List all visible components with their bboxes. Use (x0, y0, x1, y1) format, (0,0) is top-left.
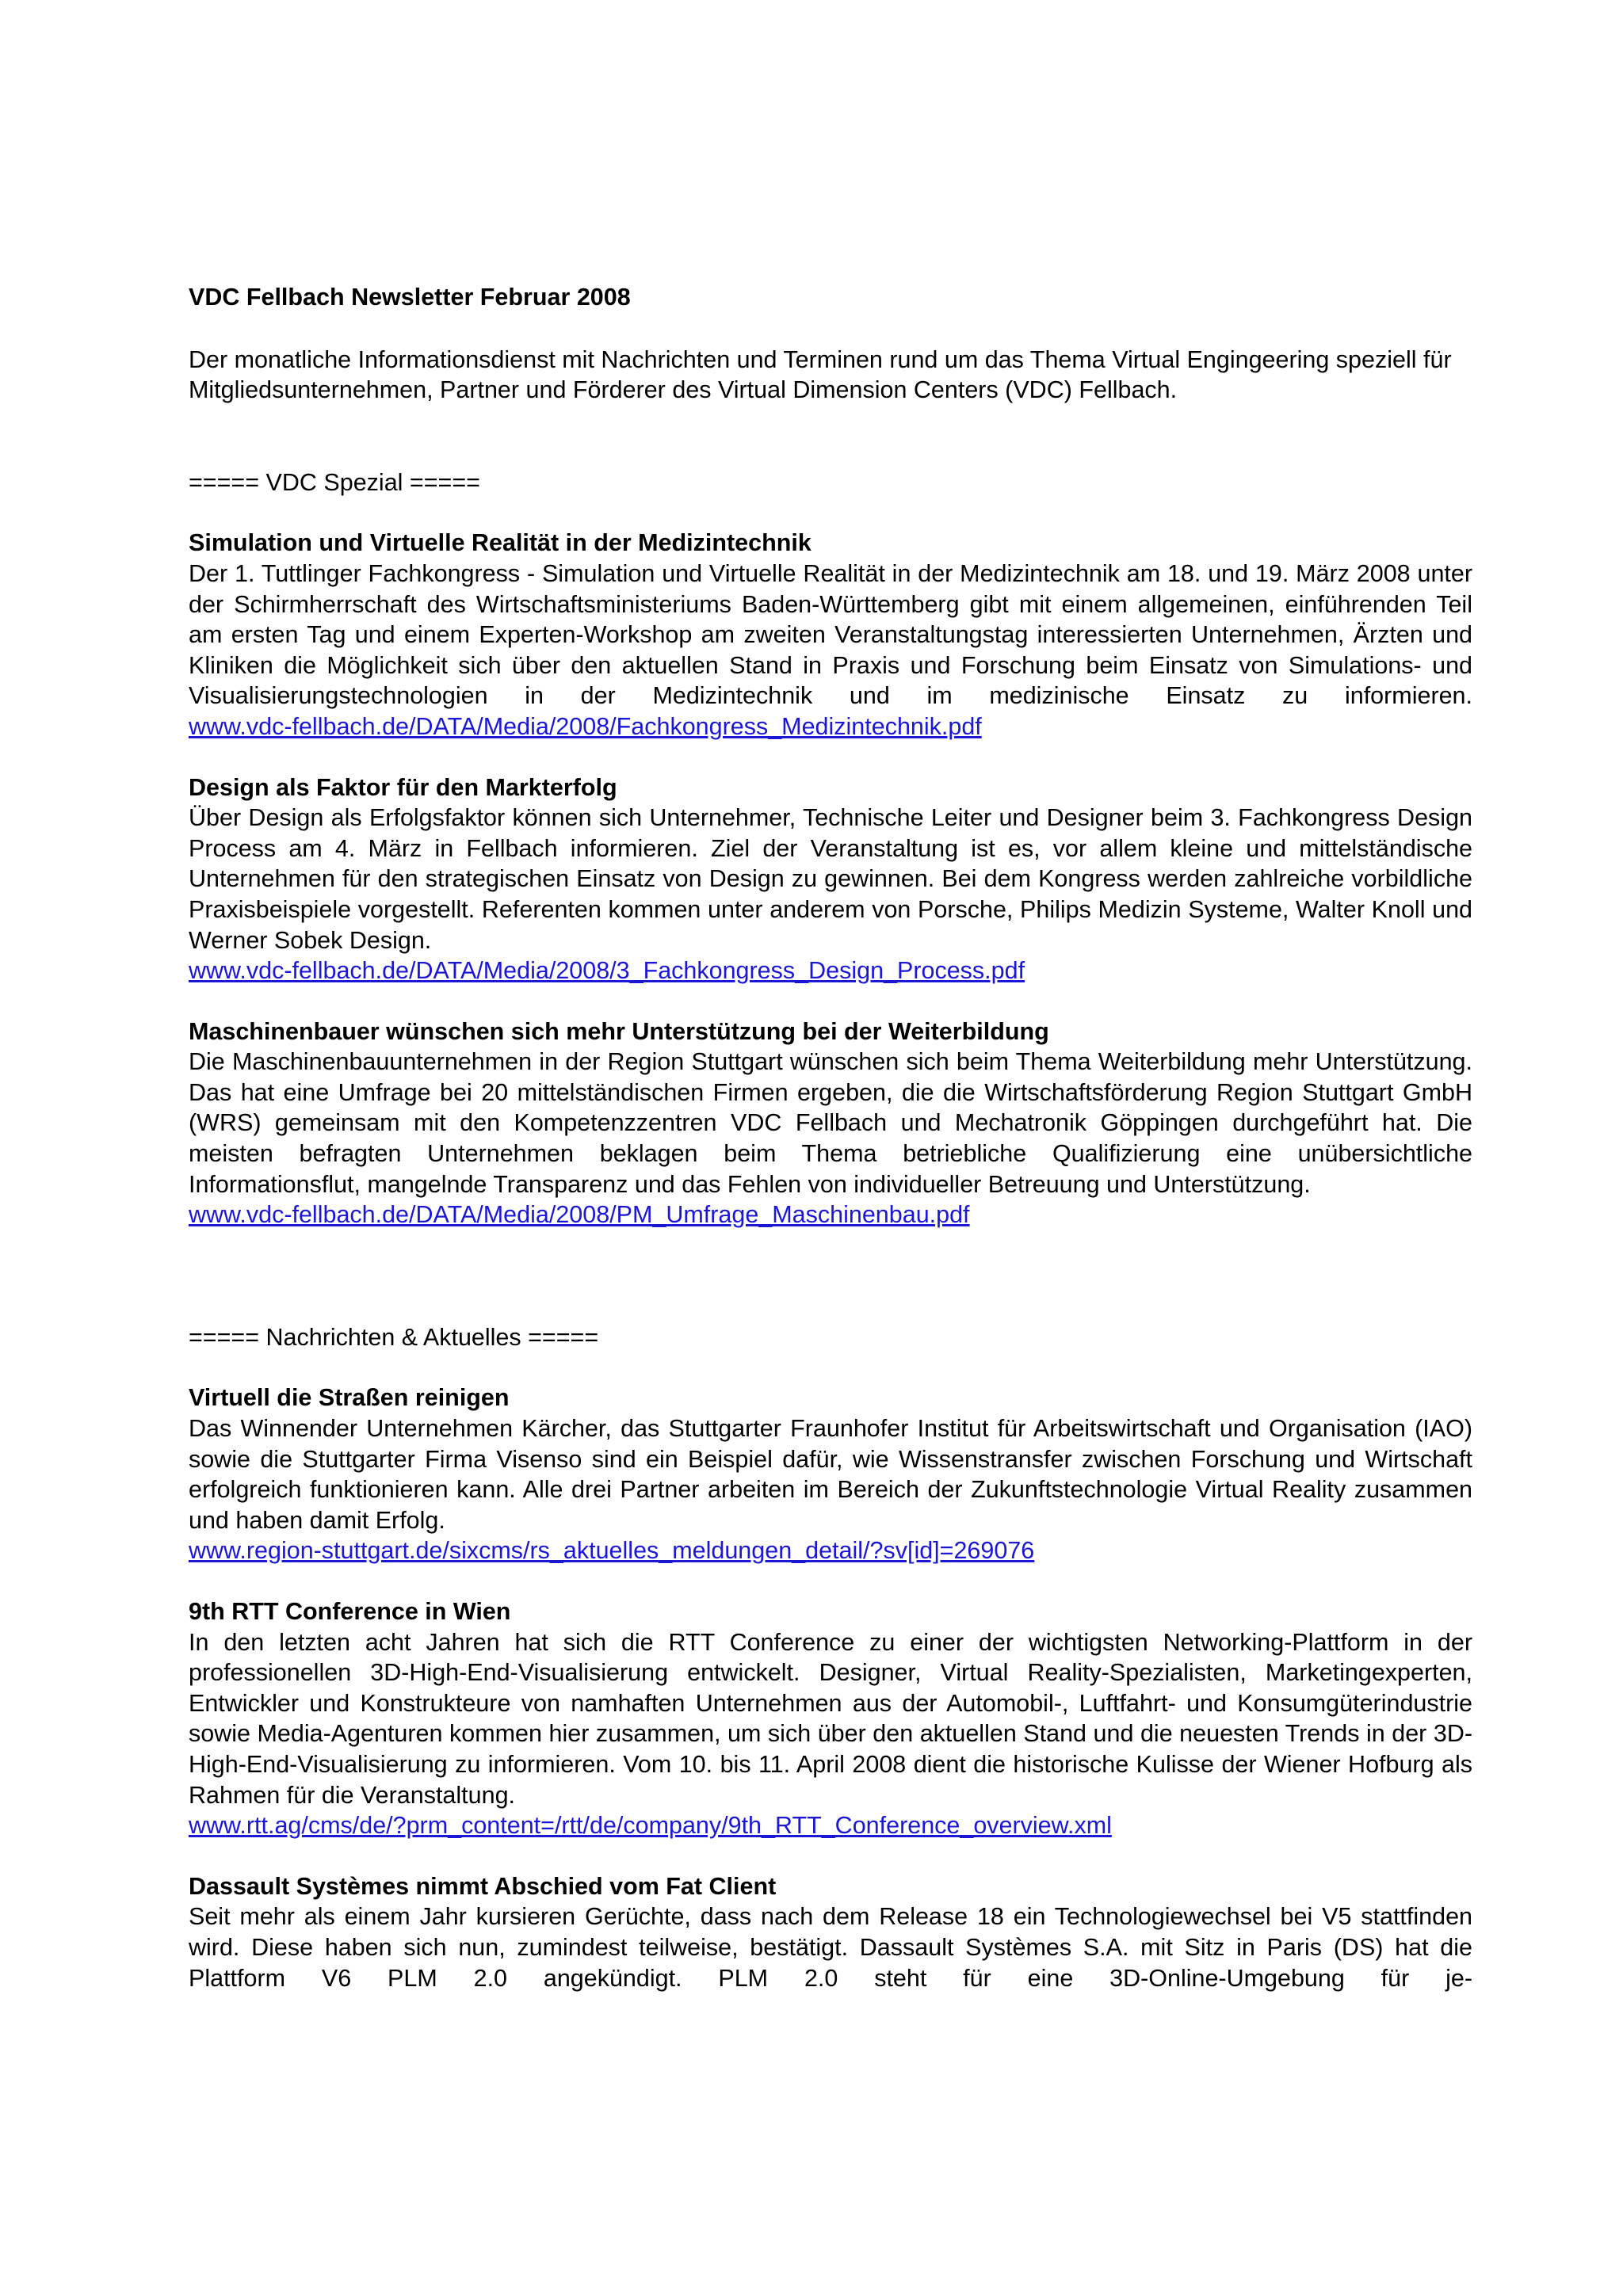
article-title: 9th RTT Conference in Wien (189, 1598, 511, 1625)
article-design-process (189, 772, 1472, 986)
article-strassen-reinigen (189, 1383, 1472, 1566)
article-dassault-systemes (189, 1871, 1472, 1993)
article-body: Seit mehr als einem Jahr kursieren Gerüchte, dass nach dem Release 18 ein Technologiewechsel bei V5 stattfinden wird. Diese haben sich nun, zumindest teilweise, bestätigt. Dassault Systèmes S.A. mit Sitz in Paris (DS) hat die Plattform V6 PLM 2.0 angekündigt. PLM 2.0 steht für eine 3D-Online-Umgebung für je- (189, 1903, 1472, 1992)
article-title: Design als Faktor für den Markterfolg (189, 773, 617, 801)
article-link[interactable]: www.region-stuttgart.de/sixcms/rs_aktuelles_meldungen_detail/?sv[id]=269076 (189, 1537, 1035, 1565)
article-maschinenbau (189, 1016, 1472, 1230)
article-title: Virtuell die Straßen reinigen (189, 1384, 510, 1412)
article-title: Maschinenbauer wünschen sich mehr Unterstützung bei der Weiterbildung (189, 1017, 1049, 1045)
article-link[interactable]: www.rtt.ag/cms/de/?prm_content=/rtt/de/company/9th_RTT_Conference_overview.xml (189, 1812, 1112, 1840)
newsletter-intro: Der monatliche Informationsdienst mit Nachrichten und Terminen rund um das Thema Virtual Engingeering speziell für Mitgliedsunternehmen, Partner und Förderer des Virtual Dimension Centers (VDC) Fellbach. (189, 345, 1452, 404)
article-body: Über Design als Erfolgsfaktor können sich Unternehmer, Technische Leiter und Designer beim 3. Fachkongress Design Process am 4. März in Fellbach informieren. Ziel der Veranstaltung ist es, vor allem kleine und mittelständische Unternehmen für den strategischen Einsatz von Design zu gewinnen. Bei dem Kongress werden zahlreiche vorbildliche Praxisbeispiele vorgestellt. Referenten kommen unter anderem von Porsche, Philips Medizin Systeme, Walter Knoll und Werner Sobek Design. (189, 804, 1472, 954)
article-link[interactable]: www.vdc-fellbach.de/DATA/Media/2008/PM_Umfrage_Maschinenbau.pdf (189, 1201, 970, 1229)
article-title: Dassault Systèmes nimmt Abschied vom Fat Client (189, 1872, 777, 1900)
article-link[interactable]: www.vdc-fellbach.de/DATA/Media/2008/3_Fachkongress_Design_Process.pdf (189, 957, 1025, 985)
article-body: Das Winnender Unternehmen Kärcher, das Stuttgarter Fraunhofer Institut für Arbeitswirtschaft und Organisation (IAO) sowie die Stuttgarter Firma Visenso sind ein Beispiel dafür, wie Wissenstransfer zwischen Forschung und Wirtschaft erfolgreich funktionieren kann. Alle drei Partner arbeiten im Bereich der Zukunftstechnologie Virtual Reality zusammen und haben damit Erfolg. (189, 1415, 1472, 1534)
article-body: Die Maschinenbauunternehmen in der Region Stuttgart wünschen sich beim Thema Weiterbildung mehr Unterstützung. Das hat eine Umfrage bei 20 mittelständischen Firmen ergeben, die die Wirtschaftsförderung Region Stuttgart GmbH (WRS) gemeinsam mit den Kompetenzzentren VDC Fellbach und Mechatronik Göppingen durchgeführt hat. Die meisten befragten Unternehmen beklagen beim Thema betriebliche Qualifizierung eine unübersichtliche Informationsflut, mangelnde Transparenz und das Fehlen von individueller Betreuung und Unterstützung. (189, 1048, 1472, 1198)
article-body: In den letzten acht Jahren hat sich die RTT Conference zu einer der wichtigsten Networking-Plattform in der professionellen 3D-High-End-Visualisierung entwickelt. Designer, Virtual Reality-Spezialisten, Marketingexperten, Entwickler und Konstrukteure von namhaften Unternehmen aus der Automobil-, Luftfahrt- und Konsumgüterindustrie sowie Media-Agenturen kommen hier zusammen, um sich über den aktuellen Stand und die neuesten Trends in der 3D-High-End-Visualisierung zu informieren. Vom 10. bis 11. April 2008 dient die historische Kulisse der Wiener Hofburg als Rahmen für die Veranstaltung. (189, 1628, 1472, 1809)
article-title: Simulation und Virtuelle Realität in der Medizintechnik (189, 529, 812, 557)
newsletter-title: VDC Fellbach Newsletter Februar 2008 (189, 284, 631, 311)
article-rtt-conference (189, 1596, 1472, 1841)
section-heading-vdc-spezial: ===== VDC Spezial ===== (189, 468, 480, 496)
newsletter-page (189, 282, 1472, 1993)
article-body: Der 1. Tuttlinger Fachkongress - Simulation und Virtuelle Realität in der Medizintechnik am 18. und 19. März 2008 unter der Schirmherrschaft des Wirtschaftsministeriums Baden-Württemberg gibt mit einem allgemeinen, einführenden Teil am ersten Tag und einem Experten-Workshop am zweiten Veranstaltungstag interessierten Unternehmen, Ärzten und Kliniken die Möglichkeit sich über den aktuellen Stand in Praxis und Forschung beim Einsatz von Simulations- und Visualisierungstechnologien in der Medizintechnik und im medizinische Einsatz zu informieren. (189, 559, 1472, 710)
article-link[interactable]: www.vdc-fellbach.de/DATA/Media/2008/Fachkongress_Medizintechnik.pdf (189, 712, 982, 740)
section-heading-nachrichten: ===== Nachrichten & Aktuelles ===== (189, 1323, 599, 1351)
article-medizintechnik (189, 528, 1472, 742)
